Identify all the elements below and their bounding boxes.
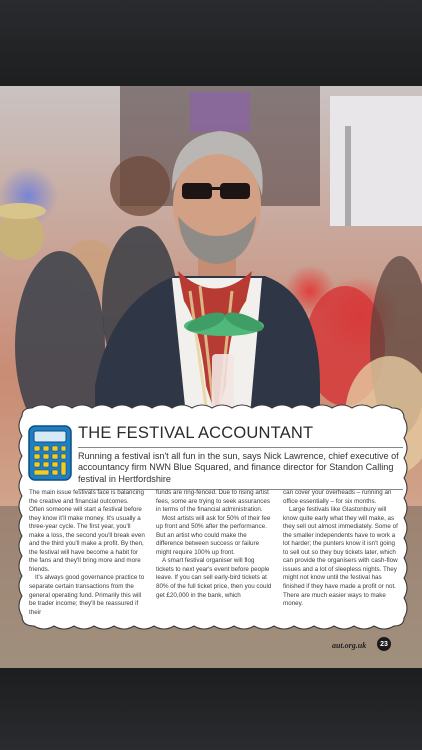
paragraph: A smart festival organiser will flog tickets to next year's event before people leave. If you can sell early-bird tickets at 80% of the full ticket price, then you could get £20,000 in the bank, which	[156, 557, 272, 599]
paragraph: can cover your overheads – running an office essentially – for six months.	[283, 489, 392, 505]
footer-url: aut.org.uk	[332, 641, 367, 650]
app-top-bar	[0, 0, 422, 86]
paragraph: Most artists will ask for 50% of their fee up front and 50% after the performance. But an artist who could make the difference between success or failure might require 100% up front.	[156, 514, 271, 556]
paragraph: funds are ring-fenced. Due to rising artist fees, some are trying to seek assurances in terms of the financial administration.	[156, 489, 270, 514]
article-column-2	[156, 489, 272, 617]
paragraph: Large festivals like Glastonbury will know quite early what they will make, as they sell out almost immediately. Some of the smaller independents have to work a lot harder; the punters know it isn't going to sell out so they buy tickets later, which can provide the organisers with cash-flow issues and a lot of sleepless nights. They might not know until the festival has finished if they have made a profit or not. There are much easier ways to make money.	[283, 506, 398, 608]
article-body	[29, 489, 399, 617]
article-title: THE FESTIVAL ACCOUNTANT	[78, 424, 314, 442]
article-standfirst: Running a festival isn't all fun in the sun, says Nick Lawrence, chief executive of accountancy firm NWN Blue Squared, and finance director for Standon Calling festival in Hertfordshire	[78, 451, 399, 484]
page-number-badge: 23	[377, 637, 391, 651]
title-divider	[78, 447, 403, 448]
article-column-3	[283, 489, 399, 617]
paragraph: The main issue festivals face is balancing the creative and financial outcomes. Often someone will start a festival before they know it'll make money. It's usually a three-year cycle. The first year, you'll make a loss, the second you'll break even and the third you'll make a profit. By then, the festival will have become a habit for the fans and they'll bring more and more friends.	[29, 489, 145, 573]
article-column-1	[29, 489, 145, 617]
paragraph: It's always good governance practice to separate certain transactions from the general operating fund. Primarily this will be trader income; they'll be reassured if their	[29, 574, 145, 616]
article-header	[78, 424, 403, 493]
app-bottom-bar	[0, 668, 422, 750]
calculator-icon	[28, 425, 72, 481]
